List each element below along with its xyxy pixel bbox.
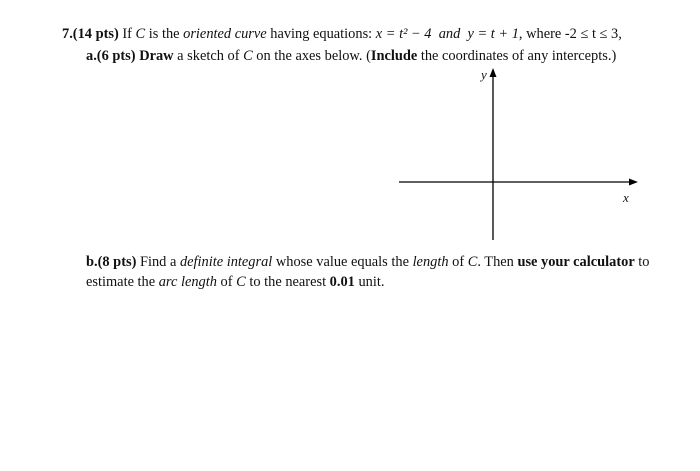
text-segment: . Then xyxy=(477,254,518,270)
text-segment: a sketch of xyxy=(173,48,244,64)
equation-x: x = t² − 4 xyxy=(375,26,432,42)
y-axis-label: y xyxy=(481,67,487,82)
word-and: and xyxy=(438,26,461,42)
text-segment: , where xyxy=(518,26,565,42)
text-segment: of xyxy=(448,254,468,270)
term-length: length xyxy=(412,254,449,270)
text-segment: Find a xyxy=(136,254,180,270)
part-b-statement-line1 xyxy=(86,253,650,271)
text-segment: having equations: xyxy=(266,26,376,42)
text-segment: If xyxy=(118,26,136,42)
text-segment: of xyxy=(216,274,237,290)
part-a-label: a.(6 pts) xyxy=(86,48,136,64)
question-number: 7. xyxy=(62,26,73,42)
text-segment: to xyxy=(634,254,650,270)
term-arc-length: arc length xyxy=(158,274,217,290)
y-axis-arrowhead xyxy=(490,68,497,77)
emphasis-use-calculator: use your calculator xyxy=(517,254,635,270)
parameter-range: -2 ≤ t ≤ 3, xyxy=(564,26,622,42)
term-oriented-curve: oriented curve xyxy=(183,26,267,42)
question-points: (14 pts) xyxy=(72,26,119,42)
text-segment: estimate the xyxy=(86,274,159,290)
term-definite-integral: definite integral xyxy=(179,254,273,270)
text-segment: on the axes below. ( xyxy=(252,48,371,64)
variable-c: C xyxy=(467,254,478,270)
equation-y: y = t + 1 xyxy=(467,26,519,42)
text-segment: unit. xyxy=(354,274,385,290)
variable-c: C xyxy=(243,48,253,64)
part-b-statement-line2 xyxy=(86,273,384,291)
text-segment: whose value equals the xyxy=(272,254,413,270)
variable-c: C xyxy=(236,274,246,290)
variable-c: C xyxy=(135,26,146,42)
text-segment: the coordinates of any intercepts.) xyxy=(417,48,617,64)
emphasis-include: Include xyxy=(370,48,418,64)
part-a-verb: Draw xyxy=(139,48,174,64)
text-segment: to the nearest xyxy=(245,274,330,290)
text-segment: is the xyxy=(145,26,184,42)
x-axis-arrowhead xyxy=(629,179,638,186)
emphasis-precision: 0.01 xyxy=(329,274,355,290)
part-b-label: b.(8 pts) xyxy=(86,254,137,270)
x-axis-label: x xyxy=(623,190,629,205)
